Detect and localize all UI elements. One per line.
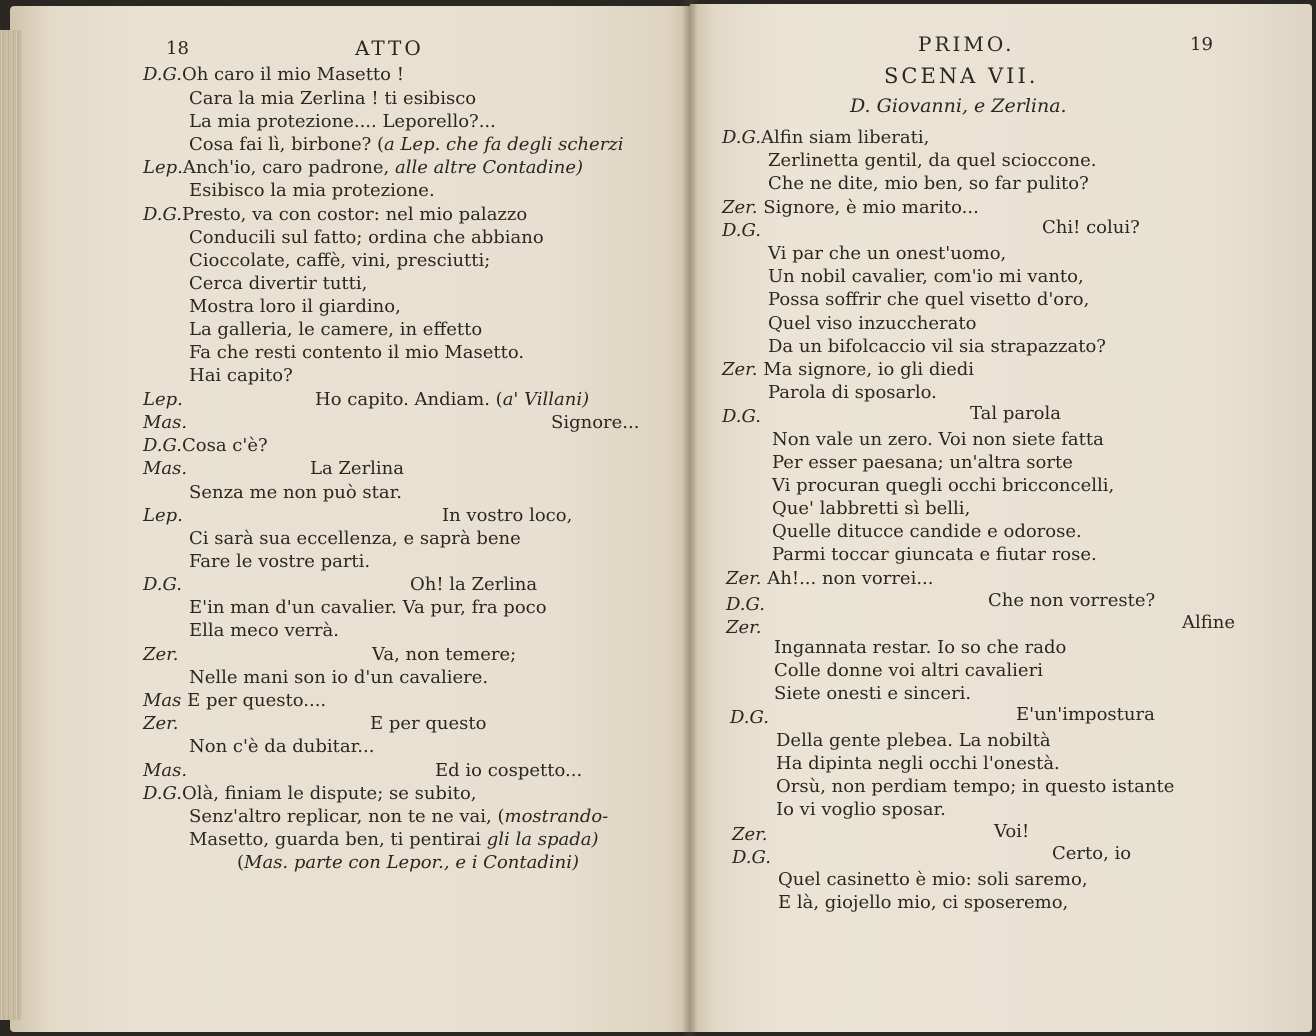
- text-line: Ella meco verrà.: [189, 620, 339, 641]
- text-line: Signore...: [551, 412, 640, 433]
- text-line: Senza me non può star.: [189, 482, 402, 503]
- text-line: Certo, io: [1052, 843, 1132, 864]
- text-line: Fa che resti contento il mio Masetto.: [189, 342, 525, 363]
- text-line: Va, non temere;: [372, 644, 517, 665]
- text-line: D.G.Olà, finiam le dispute; se subito,: [143, 783, 477, 804]
- text-line: Cioccolate, caffè, vini, presciutti;: [189, 250, 491, 271]
- text-line: Possa soffrir che quel visetto d'oro,: [768, 289, 1090, 310]
- text-line: Fare le vostre parti.: [189, 551, 371, 572]
- page-number-right: 19: [1190, 34, 1213, 55]
- book-gutter: [682, 0, 698, 1036]
- text-line: Della gente plebea. La nobiltà: [776, 730, 1051, 751]
- text-line: Oh! la Zerlina: [410, 574, 538, 595]
- text-line: D.G.: [726, 594, 765, 615]
- text-line: Senz'altro replicar, non te ne vai, (mostrando-: [189, 806, 609, 827]
- text-line: D.G.: [722, 406, 761, 427]
- text-line: Zer. Ah!... non vorrei...: [726, 568, 934, 589]
- text-line: Cosa fai lì, birbone? (a Lep. che fa degli scherzi: [189, 134, 624, 155]
- text-line: D.G.Oh caro il mio Masetto !: [143, 64, 404, 85]
- text-line: Che ne dite, mio ben, so far pulito?: [768, 173, 1089, 194]
- text-line: La Zerlina: [310, 458, 405, 479]
- text-line: Orsù, non perdiam tempo; in questo istante: [776, 776, 1175, 797]
- text-line: Conducili sul fatto; ordina che abbiano: [189, 227, 544, 248]
- text-line: Mostra loro il giardino,: [189, 296, 401, 317]
- text-line: Ed io cospetto...: [435, 760, 583, 781]
- text-line: Zer.: [726, 617, 762, 638]
- text-line: D.G.: [730, 707, 769, 728]
- text-line: Mas E per questo....: [143, 690, 327, 711]
- text-line: Nelle mani son io d'un cavaliere.: [189, 667, 489, 688]
- text-line: Zer. Signore, è mio marito...: [722, 197, 979, 218]
- text-line: Voi!: [994, 821, 1030, 842]
- text-line: Lep.Anch'io, caro padrone, alle altre Contadine): [143, 157, 584, 178]
- text-line: In vostro loco,: [442, 505, 573, 526]
- text-line: Que' labbretti sì belli,: [772, 498, 971, 519]
- text-line: Ho capito. Andiam. (a' Villani): [315, 389, 590, 410]
- page-edges: [0, 30, 22, 1020]
- text-line: Masetto, guarda ben, ti pentirai gli la spada): [189, 829, 599, 850]
- text-line: Parmi toccar giuncata e fiutar rose.: [772, 544, 1097, 565]
- text-line: Hai capito?: [189, 365, 293, 386]
- text-line: Zer. Ma signore, io gli diedi: [722, 359, 975, 380]
- text-line: Zer.: [732, 824, 768, 845]
- text-line: Colle donne voi altri cavalieri: [774, 660, 1043, 681]
- page-number-left: 18: [166, 38, 189, 59]
- text-line: Alfine: [1182, 612, 1236, 633]
- text-line: Che non vorreste?: [988, 590, 1156, 611]
- text-line: E per questo: [370, 713, 487, 734]
- text-line: E là, giojello mio, ci sposeremo,: [778, 892, 1069, 913]
- text-line: D.G.: [722, 220, 761, 241]
- text-line: Ha dipinta negli occhi l'onestà.: [776, 753, 1060, 774]
- scene-title: SCENA VII.: [884, 64, 1039, 88]
- text-line: Vi procuran quegli occhi bricconcelli,: [772, 475, 1115, 496]
- text-line: Chi! colui?: [1042, 217, 1140, 238]
- text-line: Quel casinetto è mio: soli saremo,: [778, 869, 1088, 890]
- text-line: Esibisco la mia protezione.: [189, 180, 435, 201]
- text-line: D.G.Presto, va con costor: nel mio palazzo: [143, 204, 528, 225]
- text-line: Tal parola: [970, 403, 1062, 424]
- text-line: Lep.: [143, 389, 183, 410]
- text-line: Quel viso inzuccherato: [768, 313, 977, 334]
- text-line: Vi par che un onest'uomo,: [768, 243, 1007, 264]
- running-header-left: ATTO: [355, 36, 424, 60]
- text-line: D.G.Cosa c'è?: [143, 435, 268, 456]
- text-line: Un nobil cavalier, com'io mi vanto,: [768, 266, 1084, 287]
- text-line: Da un bifolcaccio vil sia strapazzato?: [768, 336, 1106, 357]
- text-line: Per esser paesana; un'altra sorte: [772, 452, 1073, 473]
- text-line: (Mas. parte con Lepor., e i Contadini): [237, 852, 579, 873]
- text-line: D.G.: [732, 847, 771, 868]
- text-line: La mia protezione.... Leporello?...: [189, 111, 496, 132]
- text-line: Zerlinetta gentil, da quel scioccone.: [768, 150, 1097, 171]
- text-line: Mas.: [143, 412, 188, 433]
- scene-cast: D. Giovanni, e Zerlina.: [850, 95, 1067, 117]
- text-line: E'un'impostura: [1016, 704, 1155, 725]
- text-line: Quelle ditucce candide e odorose.: [772, 521, 1082, 542]
- text-line: La galleria, le camere, in effetto: [189, 319, 483, 340]
- text-line: Ci sarà sua eccellenza, e saprà bene: [189, 528, 521, 549]
- text-line: D.G.: [143, 574, 182, 595]
- text-line: Io vi voglio sposar.: [776, 799, 946, 820]
- text-line: Zer.: [143, 713, 179, 734]
- text-line: Zer.: [143, 644, 179, 665]
- text-line: Parola di sposarlo.: [768, 382, 937, 403]
- running-header-right: PRIMO.: [918, 32, 1015, 56]
- text-line: Mas.: [143, 760, 188, 781]
- text-line: D.G.Alfin siam liberati,: [722, 127, 930, 148]
- text-line: Lep.: [143, 505, 183, 526]
- text-line: Ingannata restar. Io so che rado: [774, 637, 1067, 658]
- text-line: Non c'è da dubitar...: [189, 736, 375, 757]
- text-line: Cara la mia Zerlina ! ti esibisco: [189, 88, 477, 109]
- text-line: E'in man d'un cavalier. Va pur, fra poco: [189, 597, 547, 618]
- text-line: Non vale un zero. Voi non siete fatta: [772, 429, 1104, 450]
- text-line: Siete onesti e sinceri.: [774, 683, 972, 704]
- text-line: Mas.: [143, 458, 188, 479]
- text-line: Cerca divertir tutti,: [189, 273, 368, 294]
